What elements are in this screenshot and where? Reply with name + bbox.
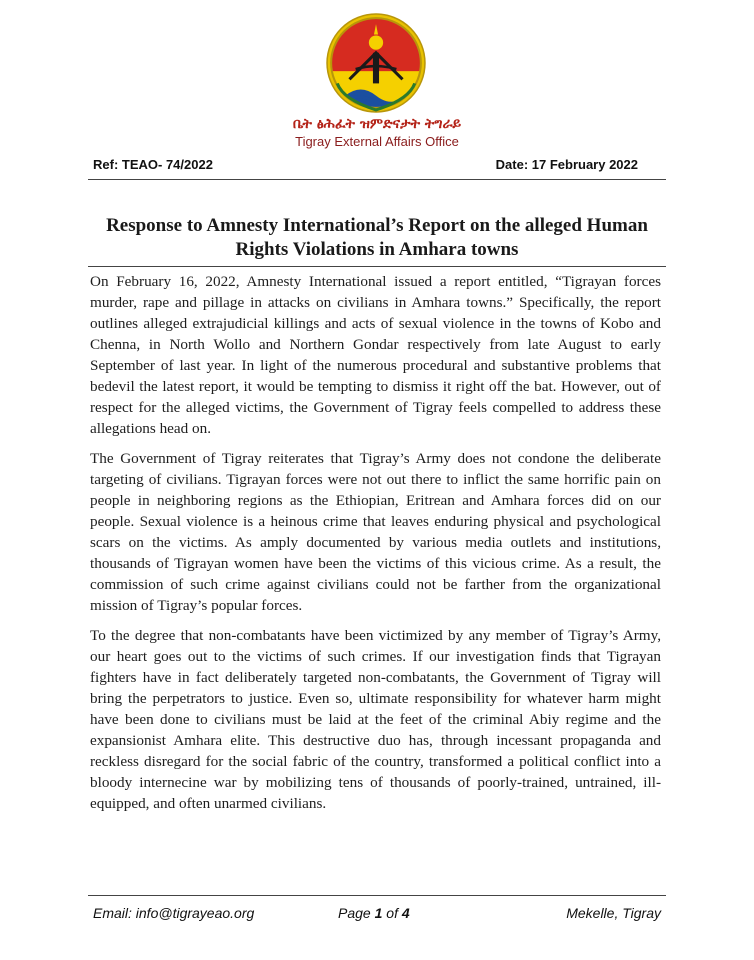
reference-number: Ref: TEAO- 74/2022 — [93, 157, 213, 172]
footer-city: Mekelle, Tigray — [566, 905, 661, 921]
tigray-emblem-icon — [325, 12, 427, 114]
footer-email: Email: info@tigrayeao.org — [93, 905, 255, 921]
footer-divider — [88, 895, 666, 896]
letter-date: Date: 17 February 2022 — [495, 157, 638, 172]
body-paragraph: The Government of Tigray reiterates that Tigray’s Army does not condone the deliberate targeting of civilians. Tigrayan forces were not out there to inflict the same horrific pain on people in neighboring regions as the Ethiopian, Eritrean and Amhara forces did on our people. Sexual violence is a heinous crime that leaves enduring physical and psychological scars on the victims. As amply documented by various media outlets and institutions, thousands of Tigrayan women have been the victims of this vicious crime. As a result, the commission of such crime against civilians could not be farther from the organizational mission of Tigray’s popular forces. — [90, 450, 661, 614]
page-current: 1 — [374, 905, 383, 921]
footer-page-number — [338, 905, 410, 921]
page-of-label: of — [382, 905, 402, 921]
letter-body — [90, 271, 661, 823]
title-line-2: Rights Violations in Amhara towns — [235, 239, 519, 260]
title-line-1: Response to Amnesty International’s Report on the alleged Human — [106, 215, 648, 236]
header-divider — [88, 179, 666, 180]
body-paragraph: To the degree that non-combatants have been victimized by any member of Tigray’s Army, our heart goes out to the victims of such crimes. If our investigation finds that Tigrayan fighters have in fact deliberately targeted non-combatants, the Government of Tigray will bring the perpetrators to justice. Even so, ultimate responsibility for whatever harm might have been done to civilians must be laid at the feet of the criminal Abiy regime and the expansionist Amhara elite. This destructive duo has, through incessant propaganda and reckless disregard for the social fabric of the country, transformed a political conflict into a bloody internecine war by mobilizing tens of thousands of poorly-trained, untrained, ill-equipped, and often unarmed civilians. — [90, 627, 661, 812]
org-name-english: Tigray External Affairs Office — [295, 134, 459, 149]
org-name-amharic: ቤት ፅሕፈት ዝምድናታት ትግራይ — [292, 116, 462, 132]
page-total: 4 — [401, 905, 410, 921]
document-title — [88, 214, 666, 262]
page-label: Page — [338, 905, 375, 921]
body-paragraph: On February 16, 2022, Amnesty International issued a report entitled, “Tigrayan forces murder, rape and pillage in attacks on civilians in Amhara towns.” Specifically, the report outlines alleged extrajudicial killings and acts of sexual violence in the towns of Kobo and Chenna, in North Wollo and Northern Gondar respectively from late August to early September of last year. In light of the numerous procedural and substantive problems that bedevil the latest report, it would be tempting to dismiss it right off the bat. However, out of respect for the alleged victims, the Government of Tigray feels compelled to address these allegations head on. — [90, 273, 661, 437]
title-underline — [88, 266, 666, 267]
